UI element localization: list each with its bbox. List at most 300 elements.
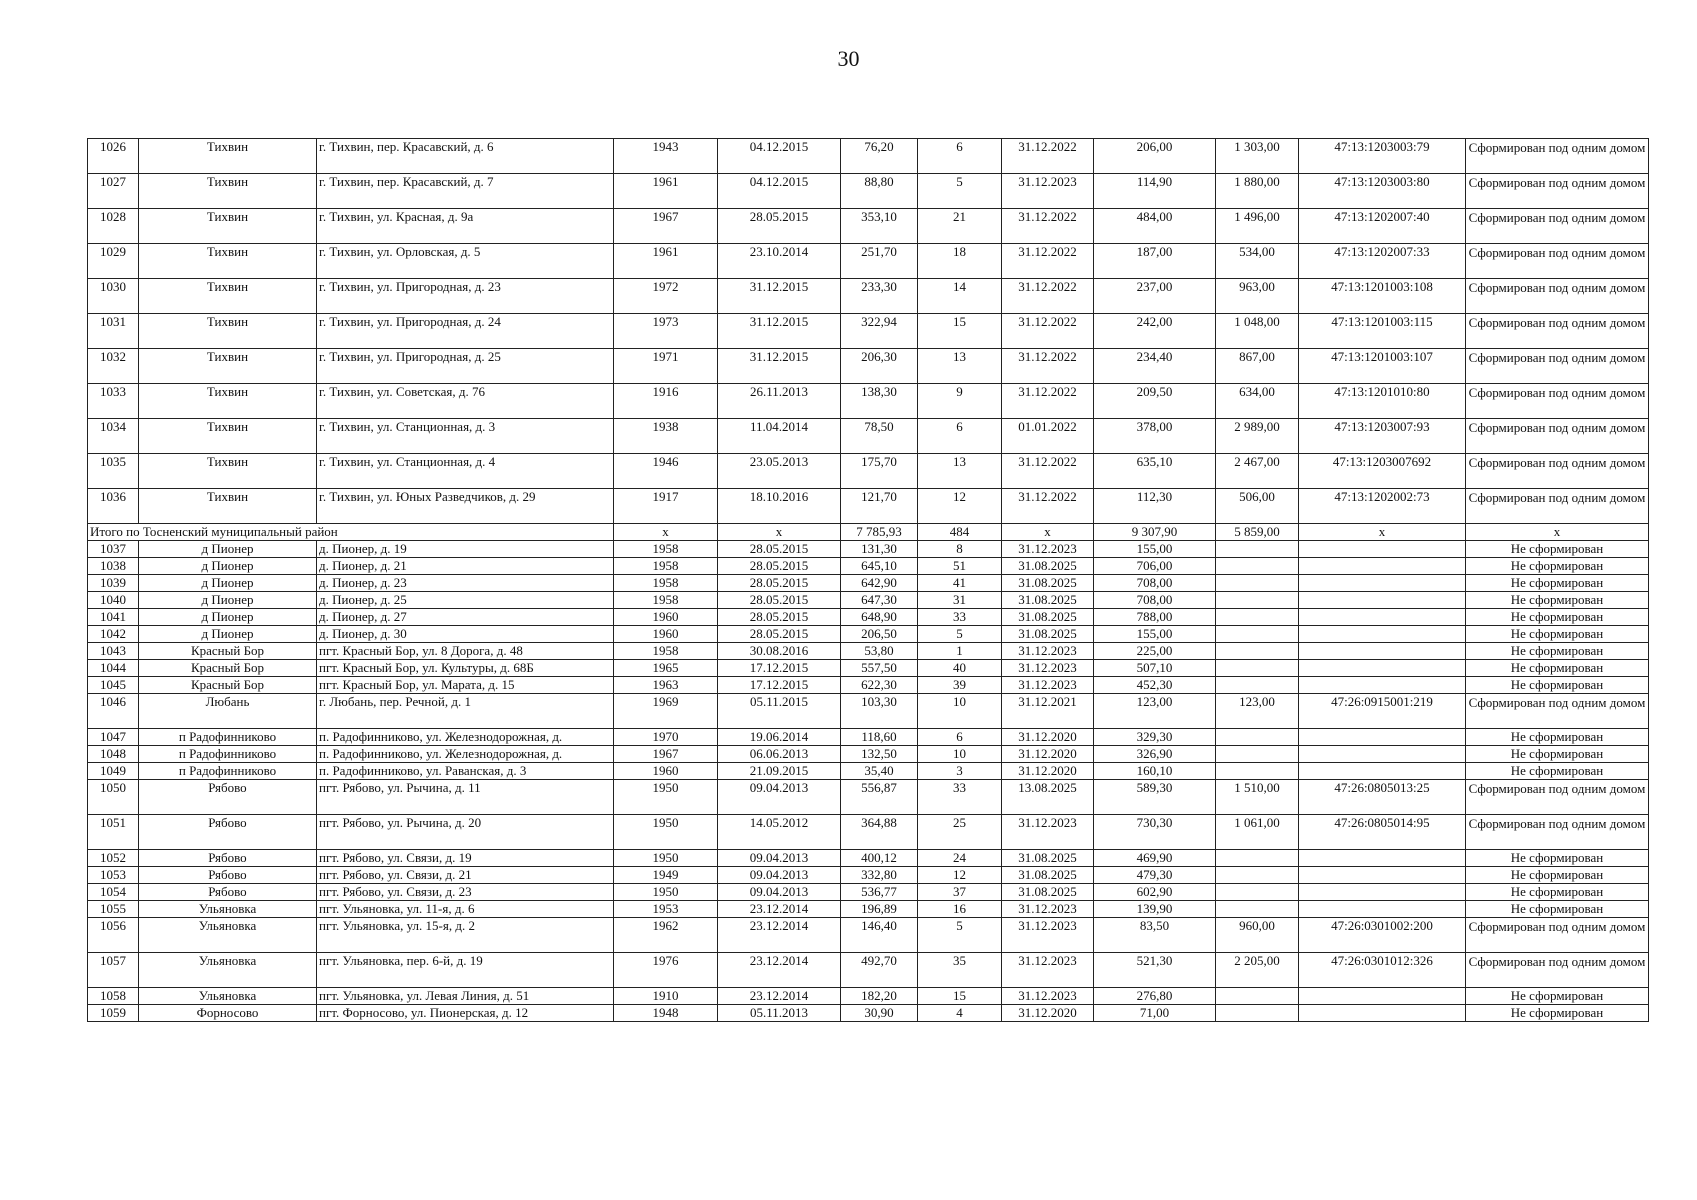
cell-year: 1950 — [614, 780, 718, 815]
cell-locality: д Пионер — [139, 626, 317, 643]
cell-value2: 1 496,00 — [1216, 209, 1299, 244]
cell-value2 — [1216, 609, 1299, 626]
cell-value2 — [1216, 592, 1299, 609]
cell-value2: 634,00 — [1216, 384, 1299, 419]
cell-address: г. Тихвин, ул. Советская, д. 76 — [317, 384, 614, 419]
cell-locality: Тихвин — [139, 384, 317, 419]
cell-num: 1033 — [88, 384, 139, 419]
cell-locality: п Радофинниково — [139, 746, 317, 763]
cell-address: д. Пионер, д. 23 — [317, 575, 614, 592]
cell-value1: 83,50 — [1094, 918, 1216, 953]
cell-value1: 206,00 — [1094, 139, 1216, 174]
cell-value2: 1 048,00 — [1216, 314, 1299, 349]
cell-cadastral: 47:13:1203007692 — [1299, 454, 1466, 489]
cell-value1: 242,00 — [1094, 314, 1216, 349]
cell-date: 23.05.2013 — [718, 454, 841, 489]
cell-people: 40 — [918, 660, 1002, 677]
cell-num: 1041 — [88, 609, 139, 626]
total-row — [88, 524, 1649, 541]
cell-value2: 1 880,00 — [1216, 174, 1299, 209]
cell-date: 17.12.2015 — [718, 660, 841, 677]
table-row — [88, 454, 1649, 489]
cell-deadline: 31.12.2020 — [1002, 763, 1094, 780]
cell-address: пгт. Рябово, ул. Связи, д. 19 — [317, 850, 614, 867]
cell-status: Сформирован под одним домом — [1466, 694, 1649, 729]
cell-status: Не сформирован — [1466, 677, 1649, 694]
table-row — [88, 349, 1649, 384]
cell-deadline: 31.12.2023 — [1002, 815, 1094, 850]
cell-cadastral — [1299, 763, 1466, 780]
cell-date: 23.12.2014 — [718, 918, 841, 953]
table-row — [88, 244, 1649, 279]
cell-num: 1057 — [88, 953, 139, 988]
cell-deadline: 01.01.2022 — [1002, 419, 1094, 454]
cell-year: 1958 — [614, 558, 718, 575]
table-row — [88, 918, 1649, 953]
table-row — [88, 592, 1649, 609]
cell-area: 557,50 — [841, 660, 918, 677]
cell-area: 492,70 — [841, 953, 918, 988]
cell-locality: п Радофинниково — [139, 763, 317, 780]
cell-year: 1965 — [614, 660, 718, 677]
cell-people: 13 — [918, 454, 1002, 489]
cell-date: 23.10.2014 — [718, 244, 841, 279]
cell-cadastral: 47:13:1203003:80 — [1299, 174, 1466, 209]
cell-value1: 155,00 — [1094, 541, 1216, 558]
cell-num: 1028 — [88, 209, 139, 244]
cell-date: 31.12.2015 — [718, 279, 841, 314]
housing-table — [87, 138, 1649, 1022]
table-row — [88, 1005, 1649, 1022]
cell-date: 04.12.2015 — [718, 174, 841, 209]
cell-locality: д Пионер — [139, 575, 317, 592]
cell-value2 — [1216, 660, 1299, 677]
cell-year: 1950 — [614, 884, 718, 901]
cell-address: д. Пионер, д. 21 — [317, 558, 614, 575]
cell-value1: 326,90 — [1094, 746, 1216, 763]
cell-people: 1 — [918, 643, 1002, 660]
table-row — [88, 314, 1649, 349]
cell-address: п. Радофинниково, ул. Железнодорожная, д. — [317, 729, 614, 746]
cell-year: 1960 — [614, 609, 718, 626]
cell-people: 12 — [918, 867, 1002, 884]
table-row — [88, 729, 1649, 746]
cell-status: Не сформирован — [1466, 729, 1649, 746]
cell-area: 400,12 — [841, 850, 918, 867]
cell-status: Не сформирован — [1466, 884, 1649, 901]
cell-value2: 1 061,00 — [1216, 815, 1299, 850]
cell-locality: Любань — [139, 694, 317, 729]
table-row — [88, 609, 1649, 626]
cell-people: 24 — [918, 850, 1002, 867]
cell-area: 206,50 — [841, 626, 918, 643]
cell-cadastral — [1299, 850, 1466, 867]
cell-locality: Форносово — [139, 1005, 317, 1022]
cell-status: Сформирован под одним домом — [1466, 815, 1649, 850]
total-cell: 7 785,93 — [841, 524, 918, 541]
cell-deadline: 31.12.2023 — [1002, 953, 1094, 988]
cell-year: 1958 — [614, 575, 718, 592]
cell-deadline: 31.12.2022 — [1002, 454, 1094, 489]
cell-address: г. Тихвин, ул. Пригородная, д. 24 — [317, 314, 614, 349]
cell-year: 1948 — [614, 1005, 718, 1022]
cell-address: пгт. Рябово, ул. Связи, д. 21 — [317, 867, 614, 884]
cell-people: 3 — [918, 763, 1002, 780]
cell-num: 1056 — [88, 918, 139, 953]
cell-cadastral — [1299, 592, 1466, 609]
cell-deadline: 31.12.2023 — [1002, 918, 1094, 953]
cell-people: 39 — [918, 677, 1002, 694]
cell-area: 645,10 — [841, 558, 918, 575]
cell-cadastral — [1299, 643, 1466, 660]
cell-value1: 452,30 — [1094, 677, 1216, 694]
cell-area: 146,40 — [841, 918, 918, 953]
cell-deadline: 31.12.2020 — [1002, 746, 1094, 763]
cell-status: Не сформирован — [1466, 609, 1649, 626]
cell-num: 1036 — [88, 489, 139, 524]
cell-status: Сформирован под одним домом — [1466, 780, 1649, 815]
cell-status: Не сформирован — [1466, 575, 1649, 592]
cell-locality: Красный Бор — [139, 677, 317, 694]
cell-deadline: 31.12.2022 — [1002, 139, 1094, 174]
cell-date: 21.09.2015 — [718, 763, 841, 780]
cell-cadastral — [1299, 988, 1466, 1005]
cell-num: 1048 — [88, 746, 139, 763]
cell-locality: Ульяновка — [139, 918, 317, 953]
cell-value2 — [1216, 850, 1299, 867]
cell-date: 17.12.2015 — [718, 677, 841, 694]
cell-cadastral — [1299, 746, 1466, 763]
cell-value1: 708,00 — [1094, 575, 1216, 592]
cell-num: 1035 — [88, 454, 139, 489]
cell-status: Не сформирован — [1466, 850, 1649, 867]
cell-value2: 1 303,00 — [1216, 139, 1299, 174]
cell-address: д. Пионер, д. 19 — [317, 541, 614, 558]
cell-people: 5 — [918, 626, 1002, 643]
cell-num: 1029 — [88, 244, 139, 279]
cell-area: 251,70 — [841, 244, 918, 279]
cell-people: 18 — [918, 244, 1002, 279]
cell-address: г. Тихвин, пер. Красавский, д. 7 — [317, 174, 614, 209]
cell-value2: 867,00 — [1216, 349, 1299, 384]
cell-year: 1958 — [614, 592, 718, 609]
cell-num: 1043 — [88, 643, 139, 660]
cell-cadastral: 47:13:1202002:73 — [1299, 489, 1466, 524]
cell-date: 23.12.2014 — [718, 953, 841, 988]
cell-value2: 960,00 — [1216, 918, 1299, 953]
cell-value2 — [1216, 1005, 1299, 1022]
cell-value1: 187,00 — [1094, 244, 1216, 279]
total-cell: 9 307,90 — [1094, 524, 1216, 541]
table-row — [88, 884, 1649, 901]
cell-date: 28.05.2015 — [718, 626, 841, 643]
cell-area: 196,89 — [841, 901, 918, 918]
cell-address: г. Тихвин, ул. Станционная, д. 4 — [317, 454, 614, 489]
table-row — [88, 815, 1649, 850]
table-body-bottom — [88, 541, 1649, 1022]
table-row — [88, 780, 1649, 815]
table-row — [88, 677, 1649, 694]
cell-num: 1042 — [88, 626, 139, 643]
cell-cadastral: 47:26:0301012:326 — [1299, 953, 1466, 988]
table-row — [88, 694, 1649, 729]
cell-value1: 589,30 — [1094, 780, 1216, 815]
cell-value1: 123,00 — [1094, 694, 1216, 729]
cell-deadline: 31.08.2025 — [1002, 626, 1094, 643]
cell-date: 09.04.2013 — [718, 884, 841, 901]
cell-deadline: 31.12.2023 — [1002, 660, 1094, 677]
cell-year: 1946 — [614, 454, 718, 489]
cell-value2 — [1216, 763, 1299, 780]
cell-value2 — [1216, 575, 1299, 592]
cell-area: 233,30 — [841, 279, 918, 314]
cell-locality: Тихвин — [139, 139, 317, 174]
cell-year: 1963 — [614, 677, 718, 694]
cell-status: Не сформирован — [1466, 1005, 1649, 1022]
cell-area: 138,30 — [841, 384, 918, 419]
cell-people: 35 — [918, 953, 1002, 988]
cell-year: 1949 — [614, 867, 718, 884]
cell-area: 53,80 — [841, 643, 918, 660]
cell-people: 25 — [918, 815, 1002, 850]
total-cell: x — [1002, 524, 1094, 541]
cell-date: 28.05.2015 — [718, 592, 841, 609]
cell-value2 — [1216, 541, 1299, 558]
cell-people: 31 — [918, 592, 1002, 609]
cell-address: г. Тихвин, ул. Пригородная, д. 25 — [317, 349, 614, 384]
cell-address: г. Тихвин, ул. Орловская, д. 5 — [317, 244, 614, 279]
cell-num: 1027 — [88, 174, 139, 209]
cell-deadline: 31.12.2022 — [1002, 489, 1094, 524]
cell-people: 6 — [918, 729, 1002, 746]
cell-area: 622,30 — [841, 677, 918, 694]
cell-status: Сформирован под одним домом — [1466, 489, 1649, 524]
cell-value1: 112,30 — [1094, 489, 1216, 524]
cell-area: 322,94 — [841, 314, 918, 349]
cell-num: 1026 — [88, 139, 139, 174]
table-row — [88, 643, 1649, 660]
cell-year: 1950 — [614, 815, 718, 850]
cell-status: Сформирован под одним домом — [1466, 918, 1649, 953]
cell-num: 1040 — [88, 592, 139, 609]
cell-locality: Тихвин — [139, 454, 317, 489]
page-number: 30 — [837, 46, 860, 71]
cell-year: 1969 — [614, 694, 718, 729]
cell-date: 19.06.2014 — [718, 729, 841, 746]
cell-cadastral: 47:26:0915001:219 — [1299, 694, 1466, 729]
cell-value2: 1 510,00 — [1216, 780, 1299, 815]
cell-area: 76,20 — [841, 139, 918, 174]
cell-status: Не сформирован — [1466, 901, 1649, 918]
cell-locality: Тихвин — [139, 279, 317, 314]
cell-year: 1916 — [614, 384, 718, 419]
cell-year: 1961 — [614, 174, 718, 209]
table-row — [88, 209, 1649, 244]
cell-deadline: 31.12.2022 — [1002, 209, 1094, 244]
table-row — [88, 575, 1649, 592]
cell-locality: Ульяновка — [139, 901, 317, 918]
cell-value1: 378,00 — [1094, 419, 1216, 454]
cell-value2: 2 467,00 — [1216, 454, 1299, 489]
cell-address: пгт. Ульяновка, ул. 11-я, д. 6 — [317, 901, 614, 918]
cell-year: 1958 — [614, 541, 718, 558]
cell-value1: 730,30 — [1094, 815, 1216, 850]
cell-locality: Тихвин — [139, 174, 317, 209]
cell-locality: д Пионер — [139, 609, 317, 626]
cell-people: 8 — [918, 541, 1002, 558]
cell-area: 353,10 — [841, 209, 918, 244]
cell-value1: 209,50 — [1094, 384, 1216, 419]
total-label: Итого по Тосненский муниципальный район — [88, 524, 317, 541]
cell-area: 175,70 — [841, 454, 918, 489]
table-row — [88, 953, 1649, 988]
cell-num: 1031 — [88, 314, 139, 349]
cell-status: Сформирован под одним домом — [1466, 349, 1649, 384]
cell-people: 41 — [918, 575, 1002, 592]
cell-people: 5 — [918, 918, 1002, 953]
cell-people: 12 — [918, 489, 1002, 524]
cell-num: 1050 — [88, 780, 139, 815]
table-row — [88, 174, 1649, 209]
cell-deadline: 31.12.2022 — [1002, 349, 1094, 384]
cell-area: 132,50 — [841, 746, 918, 763]
cell-cadastral: 47:13:1202007:33 — [1299, 244, 1466, 279]
cell-deadline: 31.12.2023 — [1002, 174, 1094, 209]
cell-cadastral — [1299, 884, 1466, 901]
cell-value2: 123,00 — [1216, 694, 1299, 729]
cell-area: 206,30 — [841, 349, 918, 384]
cell-deadline: 31.12.2023 — [1002, 541, 1094, 558]
cell-year: 1910 — [614, 988, 718, 1005]
cell-deadline: 31.08.2025 — [1002, 867, 1094, 884]
cell-value2 — [1216, 626, 1299, 643]
cell-address: пгт. Рябово, ул. Рычина, д. 20 — [317, 815, 614, 850]
cell-cadastral: 47:13:1202007:40 — [1299, 209, 1466, 244]
cell-status: Не сформирован — [1466, 626, 1649, 643]
cell-locality: Рябово — [139, 867, 317, 884]
cell-cadastral: 47:26:0805013:25 — [1299, 780, 1466, 815]
cell-address: пгт. Красный Бор, ул. Марата, д. 15 — [317, 677, 614, 694]
cell-status: Не сформирован — [1466, 988, 1649, 1005]
cell-area: 642,90 — [841, 575, 918, 592]
cell-deadline: 31.12.2022 — [1002, 244, 1094, 279]
cell-deadline: 31.12.2021 — [1002, 694, 1094, 729]
table-row — [88, 541, 1649, 558]
cell-year: 1967 — [614, 209, 718, 244]
cell-value1: 507,10 — [1094, 660, 1216, 677]
cell-year: 1972 — [614, 279, 718, 314]
cell-date: 11.04.2014 — [718, 419, 841, 454]
cell-area: 118,60 — [841, 729, 918, 746]
cell-locality: Тихвин — [139, 349, 317, 384]
cell-address: г. Любань, пер. Речной, д. 1 — [317, 694, 614, 729]
cell-address: пгт. Рябово, ул. Связи, д. 23 — [317, 884, 614, 901]
cell-date: 05.11.2013 — [718, 1005, 841, 1022]
cell-date: 06.06.2013 — [718, 746, 841, 763]
cell-value2: 963,00 — [1216, 279, 1299, 314]
cell-year: 1938 — [614, 419, 718, 454]
cell-value1: 484,00 — [1094, 209, 1216, 244]
total-cell: 484 — [918, 524, 1002, 541]
cell-date: 09.04.2013 — [718, 780, 841, 815]
cell-date: 28.05.2015 — [718, 541, 841, 558]
cell-value2: 506,00 — [1216, 489, 1299, 524]
cell-cadastral — [1299, 901, 1466, 918]
cell-area: 78,50 — [841, 419, 918, 454]
cell-date: 05.11.2015 — [718, 694, 841, 729]
cell-locality: д Пионер — [139, 592, 317, 609]
cell-value1: 521,30 — [1094, 953, 1216, 988]
cell-address: пгт. Красный Бор, ул. 8 Дорога, д. 48 — [317, 643, 614, 660]
cell-area: 648,90 — [841, 609, 918, 626]
cell-num: 1039 — [88, 575, 139, 592]
cell-cadastral — [1299, 867, 1466, 884]
cell-status: Не сформирован — [1466, 867, 1649, 884]
total-cell: x — [1299, 524, 1466, 541]
cell-num: 1058 — [88, 988, 139, 1005]
cell-people: 6 — [918, 419, 1002, 454]
cell-value1: 114,90 — [1094, 174, 1216, 209]
cell-status: Сформирован под одним домом — [1466, 454, 1649, 489]
cell-area: 536,77 — [841, 884, 918, 901]
cell-address: г. Тихвин, ул. Юных Разведчиков, д. 29 — [317, 489, 614, 524]
cell-status: Сформирован под одним домом — [1466, 244, 1649, 279]
cell-value1: 139,90 — [1094, 901, 1216, 918]
cell-date: 28.05.2015 — [718, 609, 841, 626]
cell-people: 4 — [918, 1005, 1002, 1022]
cell-value1: 160,10 — [1094, 763, 1216, 780]
cell-value2 — [1216, 988, 1299, 1005]
cell-value2 — [1216, 558, 1299, 575]
cell-people: 21 — [918, 209, 1002, 244]
cell-value1: 706,00 — [1094, 558, 1216, 575]
cell-locality: Красный Бор — [139, 660, 317, 677]
cell-locality: Красный Бор — [139, 643, 317, 660]
cell-value1: 788,00 — [1094, 609, 1216, 626]
cell-num: 1034 — [88, 419, 139, 454]
cell-year: 1960 — [614, 763, 718, 780]
cell-address: д. Пионер, д. 30 — [317, 626, 614, 643]
cell-address: д. Пионер, д. 27 — [317, 609, 614, 626]
table-row — [88, 850, 1649, 867]
cell-area: 556,87 — [841, 780, 918, 815]
cell-value2: 534,00 — [1216, 244, 1299, 279]
cell-address: д. Пионер, д. 25 — [317, 592, 614, 609]
cell-deadline: 31.08.2025 — [1002, 558, 1094, 575]
cell-deadline: 31.08.2025 — [1002, 575, 1094, 592]
table-row — [88, 384, 1649, 419]
total-row-group — [88, 524, 1649, 541]
cell-num: 1054 — [88, 884, 139, 901]
cell-year: 1917 — [614, 489, 718, 524]
cell-value1: 276,80 — [1094, 988, 1216, 1005]
table-row — [88, 763, 1649, 780]
cell-locality: Тихвин — [139, 244, 317, 279]
cell-cadastral: 47:13:1203003:79 — [1299, 139, 1466, 174]
cell-value1: 329,30 — [1094, 729, 1216, 746]
cell-locality: п Радофинниково — [139, 729, 317, 746]
cell-num: 1037 — [88, 541, 139, 558]
cell-people: 33 — [918, 780, 1002, 815]
table-row — [88, 660, 1649, 677]
cell-status: Не сформирован — [1466, 643, 1649, 660]
cell-date: 09.04.2013 — [718, 867, 841, 884]
cell-address: пгт. Ульяновка, пер. 6-й, д. 19 — [317, 953, 614, 988]
cell-cadastral — [1299, 677, 1466, 694]
cell-status: Не сформирован — [1466, 746, 1649, 763]
total-cell: x — [718, 524, 841, 541]
cell-value2 — [1216, 643, 1299, 660]
